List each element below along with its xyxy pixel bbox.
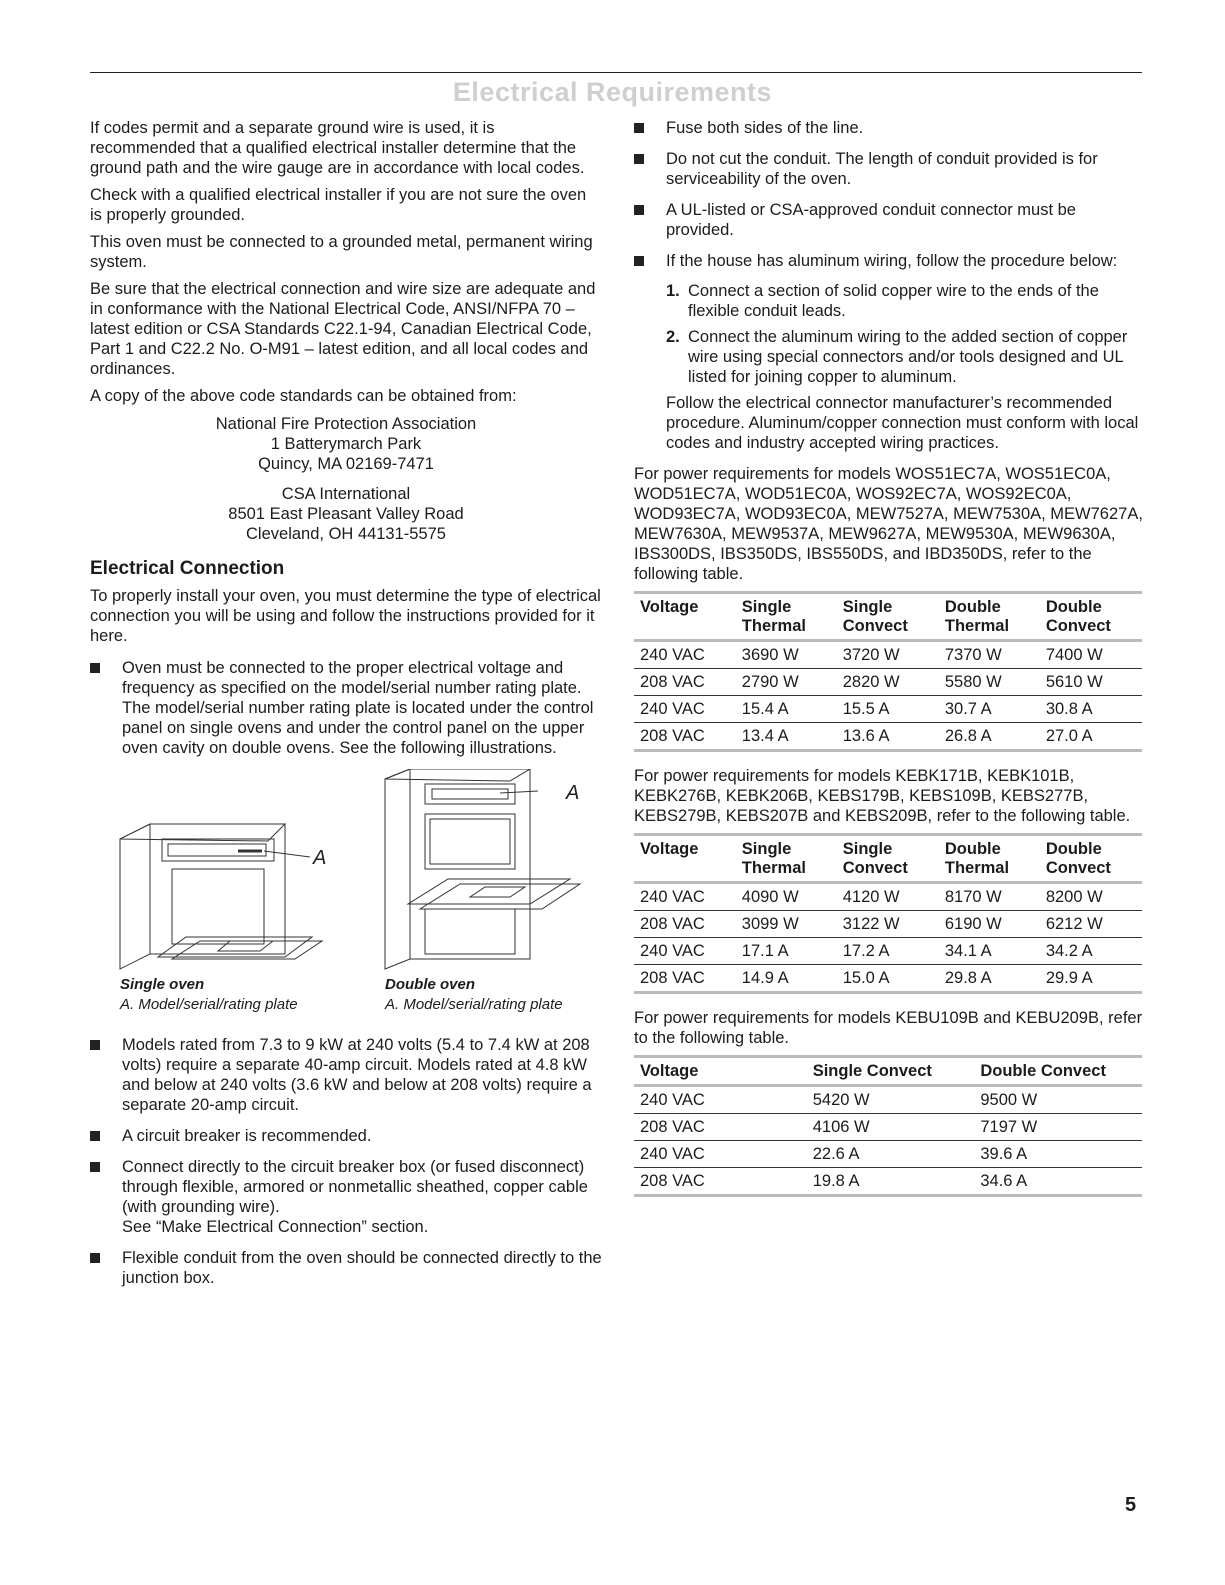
list-item [90, 1126, 602, 1146]
list-item-text: A circuit breaker is recommended. [122, 1127, 372, 1145]
right-column [634, 118, 1146, 1211]
table-row: 240 VAC 22.6 A 39.6 A [634, 1141, 1142, 1168]
table-row: 240 VAC 15.4 A 15.5 A 30.7 A 30.8 A [634, 696, 1142, 723]
bullet-square-icon [90, 1162, 100, 1172]
list-item-text: A UL-listed or CSA-approved conduit connector must be provided. [666, 201, 1076, 239]
column-header: Double Thermal [939, 593, 1040, 641]
table-row: 208 VAC 4106 W 7197 W [634, 1114, 1142, 1141]
list-item-text: If the house has aluminum wiring, follow the procedure below: [666, 252, 1118, 270]
list-item [90, 1035, 602, 1115]
column-header: Double Convect [1040, 835, 1142, 883]
table-row: 208 VAC 3099 W 3122 W 6190 W 6212 W [634, 911, 1142, 938]
power-table-1 [634, 591, 1142, 752]
list-item-text: Connect directly to the circuit breaker box (or fused disconnect) through flexible, armored or nonmetallic sheathed, copper cable (with grounding wire). [122, 1158, 588, 1216]
step-number: 1. [666, 282, 680, 300]
oven-illustration-svg [90, 769, 602, 979]
column-header: Voltage [634, 1057, 807, 1086]
list-item-text: Fuse both sides of the line. [666, 119, 864, 137]
bullet-square-icon [90, 1253, 100, 1263]
list-item-text: Models rated from 7.3 to 9 kW at 240 volts (5.4 to 7.4 kW at 208 volts) require a separate 40-amp circuit. Models rated at 4.8 kW and below at 240 volts (3.6 kW and below at 208 volts) require a separate 20-amp circuit. [122, 1036, 592, 1114]
table-header-row [634, 593, 1142, 641]
bullet-square-icon [634, 205, 644, 215]
column-header: Single Thermal [736, 593, 837, 641]
caption-title: Single oven [120, 976, 205, 993]
power-table-2 [634, 833, 1142, 994]
table-row: 208 VAC 19.8 A 34.6 A [634, 1168, 1142, 1196]
address-nfpa [90, 414, 602, 474]
column-header: Double Convect [1040, 593, 1142, 641]
list-item [634, 251, 1146, 453]
paragraph-grounded-system: This oven must be connected to a grounded metal, permanent wiring system. [90, 233, 593, 271]
aluminum-steps [666, 281, 1146, 387]
left-column [90, 118, 602, 1299]
callout-a-single: A [313, 847, 327, 869]
top-rule [90, 72, 1142, 73]
bullet-square-icon [90, 1131, 100, 1141]
paragraph-follow-procedure: Follow the electrical connector manufacturer’s recommended procedure. Aluminum/copper connection must conform with local codes and industry accepted wiring practices. [666, 394, 1139, 452]
caption-title: Double oven [385, 976, 476, 993]
page-title: Electrical Requirements [452, 77, 773, 107]
column-header: Single Convect [837, 593, 939, 641]
paragraph-table1-intro: For power requirements for models WOS51EC7A, WOS51EC0A, WOD51EC7A, WOD51EC0A, WOS92EC7A, WOS92EC0A, WOD93EC7A, WOD93EC0A, MEW7527A, MEW7530A, MEW7627A, MEW7630A, MEW9537A, MEW9627A, MEW9530A, MEW9630A, IBS300DS, IBS350DS, IBS550DS, and IBD350DS, refer to the following table. [634, 465, 1143, 583]
caption-subtitle: A. Model/serial/rating plate [120, 996, 298, 1013]
caption-subtitle: A. Model/serial/rating plate [385, 996, 563, 1013]
caption-single-oven [120, 975, 298, 1015]
address-csa [90, 484, 602, 544]
power-table-3 [634, 1055, 1142, 1197]
bullet-square-icon [634, 154, 644, 164]
bullet-square-icon [634, 256, 644, 266]
table-row: 240 VAC 17.1 A 17.2 A 34.1 A 34.2 A [634, 938, 1142, 965]
caption-double-oven [385, 975, 563, 1015]
table-header-row [634, 1057, 1142, 1086]
column-header: Double Convect [974, 1057, 1142, 1086]
list-item [90, 658, 602, 758]
table-row: 240 VAC 3690 W 3720 W 7370 W 7400 W [634, 641, 1142, 669]
paragraph-table2-intro: For power requirements for models KEBK171B, KEBK101B, KEBK276B, KEBK206B, KEBS179B, KEBS109B, KEBS277B, KEBS279B, KEBS207B and KEBS209B, refer to the following table. [634, 767, 1131, 825]
address-line: National Fire Protection Association [215, 415, 477, 433]
step-text: Connect a section of solid copper wire to the ends of the flexible conduit leads. [688, 282, 1099, 320]
step-item [666, 327, 1146, 387]
table-row: 208 VAC 13.4 A 13.6 A 26.8 A 27.0 A [634, 723, 1142, 751]
paragraph-ground-wire: If codes permit and a separate ground wire is used, it is recommended that a qualified electrical installer determine that the ground path and the wire gauge are in accordance with local codes. [90, 119, 585, 177]
list-item [634, 149, 1146, 189]
list-item-text: Do not cut the conduit. The length of conduit provided is for serviceability of the oven. [666, 150, 1098, 188]
column-header: Voltage [634, 593, 736, 641]
bullet-square-icon [634, 123, 644, 133]
list-item-text: Flexible conduit from the oven should be connected directly to the junction box. [122, 1249, 602, 1287]
address-line: CSA International [281, 485, 411, 503]
paragraph-copy-standards: A copy of the above code standards can be obtained from: [90, 387, 517, 405]
step-number: 2. [666, 328, 680, 346]
double-oven-drawing [385, 769, 580, 969]
single-oven-drawing [120, 824, 322, 969]
address-line: Cleveland, OH 44131-5575 [246, 525, 446, 543]
bullet-square-icon [90, 663, 100, 673]
address-line: 8501 East Pleasant Valley Road [228, 505, 464, 523]
step-text: Connect the aluminum wiring to the added section of copper wire using special connectors and/or tools designed and UL listed for joining copper to aluminum. [688, 328, 1128, 386]
list-item [634, 118, 1146, 138]
column-header: Single Thermal [736, 835, 837, 883]
table-row: 208 VAC 2790 W 2820 W 5580 W 5610 W [634, 669, 1142, 696]
paragraph-table3-intro: For power requirements for models KEBU109B and KEBU209B, refer to the following table. [634, 1009, 1143, 1047]
paragraph-check-installer: Check with a qualified electrical installer if you are not sure the oven is properly grounded. [90, 186, 587, 224]
column-header: Single Convect [837, 835, 939, 883]
column-header: Double Thermal [939, 835, 1040, 883]
address-line: 1 Batterymarch Park [270, 435, 422, 453]
table-row: 208 VAC 14.9 A 15.0 A 29.8 A 29.9 A [634, 965, 1142, 993]
column-header: Voltage [634, 835, 736, 883]
column-header: Single Convect [807, 1057, 975, 1086]
oven-illustrations [90, 769, 602, 1019]
address-line: Quincy, MA 02169-7471 [258, 455, 434, 473]
step-item [666, 281, 1146, 321]
bullet-list-circuit [90, 1035, 602, 1288]
list-item-text: Oven must be connected to the proper electrical voltage and frequency as specified on the model/serial number rating plate. The model/serial number rating plate is located under the control panel on single ovens and under the control panel on the upper oven cavity on double ovens. See the following illustrations. [122, 659, 594, 757]
page-number: 5 [1125, 1494, 1137, 1516]
list-item [90, 1248, 602, 1288]
bullet-list-voltage [90, 658, 602, 758]
table-header-row [634, 835, 1142, 883]
paragraph-codes: Be sure that the electrical connection and wire size are adequate and in conformance with the National Electrical Code, ANSI/NFPA 70 – latest edition or CSA Standards C22.1-94, Canadian Electrical Code, Part 1 and C22.2 No. O-M91 – latest edition, and all local codes and ordinances. [90, 280, 596, 378]
paragraph-connection-intro: To properly install your oven, you must determine the type of electrical connection you will be using and follow the instructions provided for it here. [90, 587, 601, 645]
list-item [90, 1157, 602, 1237]
bullet-list-wiring [634, 118, 1146, 453]
list-item-note: See “Make Electrical Connection” section. [122, 1218, 429, 1236]
table-row: 240 VAC 4090 W 4120 W 8170 W 8200 W [634, 883, 1142, 911]
bullet-square-icon [90, 1040, 100, 1050]
table-row: 240 VAC 5420 W 9500 W [634, 1086, 1142, 1114]
section-heading-electrical-connection: Electrical Connection [90, 558, 285, 579]
list-item [634, 200, 1146, 240]
callout-a-double: A [566, 782, 580, 804]
